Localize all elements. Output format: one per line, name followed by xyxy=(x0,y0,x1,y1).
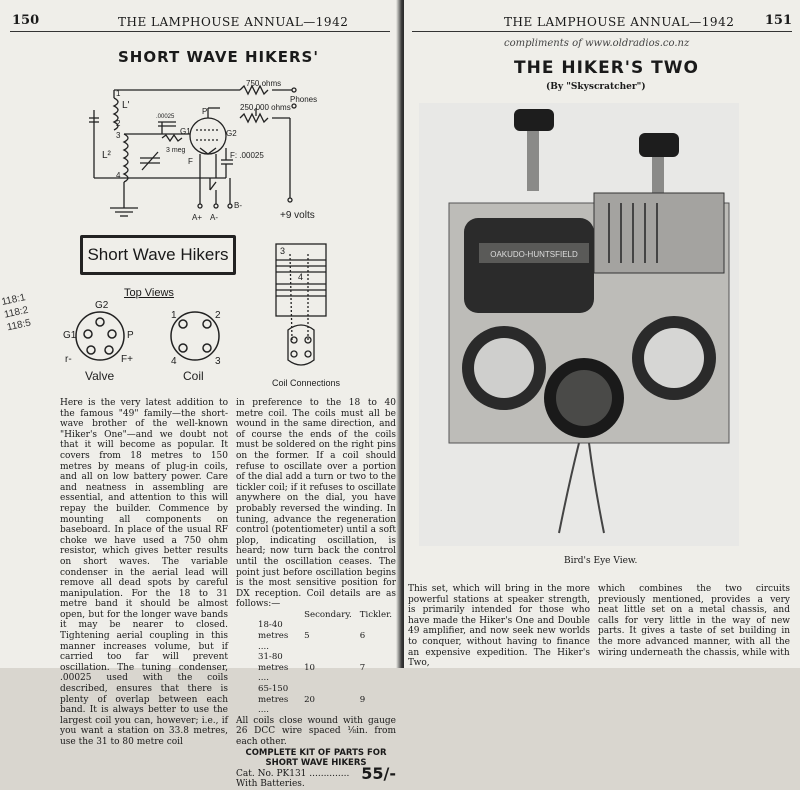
label-grid-leak: 3 meg xyxy=(166,147,186,154)
label-l2: L² xyxy=(102,150,111,161)
kit-batteries: With Batteries. xyxy=(236,779,305,790)
top-views-heading: Top Views xyxy=(124,287,174,299)
label-750-ohms: 750 ohms xyxy=(246,79,282,88)
valve-pin-p: P xyxy=(127,330,134,341)
label-a-minus: A- xyxy=(210,213,218,222)
coil-pin-3: 3 xyxy=(215,356,221,367)
label-p: P xyxy=(202,107,208,116)
valve-pin-r: r- xyxy=(65,354,72,365)
coil-table-header: Tickler. xyxy=(359,609,392,620)
transformer-marking: OAKUDO-HUNTSFIELD xyxy=(490,250,578,259)
coil-table-header: Secondary. xyxy=(304,609,352,620)
table-row xyxy=(254,620,396,652)
table-cell: 6 xyxy=(359,631,366,642)
kit-heading: COMPLETE KIT OF PARTS FOR SHORT WAVE HIKERS xyxy=(245,747,387,769)
table-cell: 10 xyxy=(304,662,316,673)
label-n4: 4 xyxy=(116,171,121,180)
chassis-photo xyxy=(419,103,739,546)
label-b-plus: +9 volts xyxy=(280,210,315,221)
label-a-plus: A+ xyxy=(192,213,203,222)
coil-connections-diagram xyxy=(268,240,348,390)
watermark: compliments of www.oldradios.co.nz xyxy=(504,38,690,49)
valve-pin-g1: G1 xyxy=(63,330,77,341)
label-grid-cond: .00025 xyxy=(156,114,175,120)
margin-note: 118:1 118:2 118:5 xyxy=(0,292,33,334)
left-column-1-text: Here is the very latest addition to the famous "49" family—the short-wave brother of the well-known "Hiker's One"—and we doubt not that it will become as popular. It covers from 18 metres to 150 metres by means of plug-in coils, and all on low battery power. Care and neatness in assembling are essential, and attention to this will repay the builder. Commence by mounting all components on baseboard. In place of the usual RF choke we have used a 750 ohm resistor, which gives better results on short waves. The variable condenser in the aerial lead will remove all dead spots by careful manipulation. For the 18 to 31 metre band it should be almost open, but for the longer wave bands it may be nearer to closed. Tightening aerial coupling in this manner increases volume, but if carried too far will prevent oscillation. The tuning condenser, .00025 used with the coils described, ensures that there is plenty of overlap between each band. It is always better to use the largest coil you can, however; i.e., if you want a station on 33.8 metres, use the 31 to 80 metre coil xyxy=(60,398,228,747)
table-cell: 20 xyxy=(304,694,316,705)
wire-note: All coils close wound with gauge 26 DCC wire spaced ⅛in. from each other. xyxy=(236,715,396,747)
pin-diagrams xyxy=(55,296,245,386)
label-pot: 250,000 ohms xyxy=(240,103,291,112)
right-column-2-text: which combines the two circuits previously mentioned, provides a very neat little set on a metal chassis, and calls for very little in the way of new parts. It gives a taste of set building in the more advanced manner, with all the wiring underneath the chassis, while with xyxy=(598,584,790,658)
label-phones: Phones xyxy=(290,95,318,104)
circuit-schematic xyxy=(80,78,330,228)
byline: (By "Skyscratcher") xyxy=(546,82,646,92)
table-cell: 18-40 metres .... xyxy=(258,620,289,652)
label-g1: G1 xyxy=(180,127,191,136)
coilconn-num-3: 3 xyxy=(280,246,286,256)
left-head-rule xyxy=(10,31,390,32)
valve-pin-g2: G2 xyxy=(95,300,109,311)
table-row xyxy=(254,684,396,716)
coil-pin-2: 2 xyxy=(215,310,221,321)
left-column-2-text: in preference to the 18 to 40 metre coil. The coils must all be wound in the same direction, and of course the ends of the coils must be soldered on the right pins on the former. If a coil should refuse to oscillate over a portion of the dial add a turn or two to the tickler coil; if it refuses to oscillate anywhere on the dial, you have probably reversed the winding. In tuning, advance the regeneration control (potentiometer) until a soft plop, indicating oscillation, is heard; now turn back the control until the oscillation ceases. The point just before oscillation begins is the most sensitive position for DX reception. Coil details are as follows:— xyxy=(236,398,396,610)
coil-pin-1: 1 xyxy=(171,310,177,321)
left-page-title: SHORT WAVE HIKERS' xyxy=(118,48,319,66)
valve-pin-fplus: F+ xyxy=(121,354,133,365)
kit-price: 55/- xyxy=(361,763,396,783)
chassis-illustration xyxy=(419,103,739,546)
coil-table-header xyxy=(254,610,300,621)
coil-details-table xyxy=(254,610,396,716)
table-row xyxy=(254,652,396,684)
label-n1: 1 xyxy=(116,89,121,98)
left-page-number: 150 xyxy=(12,13,40,28)
label-bypass: F: .00025 xyxy=(230,151,264,160)
label-n2: 2 xyxy=(116,119,121,128)
label-f: F xyxy=(188,157,193,166)
right-column-1-text: This set, which will bring in the more powerful stations at speaker strength, is primarily intended for those who have made the Hiker's One and Double 49 amplifier, and now seek new worlds to conquer, without having to finance an expensive expedition. The Hiker's Two, xyxy=(408,584,590,669)
right-page-title: THE HIKER'S TWO xyxy=(514,58,699,78)
label-l1: L' xyxy=(122,100,130,111)
table-cell: 65-150 metres .... xyxy=(258,684,289,716)
right-column-2 xyxy=(598,584,790,658)
right-column-1 xyxy=(408,584,590,669)
label-b-minus: B- xyxy=(234,201,242,210)
valve-label: Valve xyxy=(85,369,115,383)
photo-caption: Bird's Eye View. xyxy=(564,556,638,566)
kit-cat-number: Cat. No. PK131 .............. xyxy=(236,768,350,779)
label-g2: G2 xyxy=(226,129,237,138)
short-wave-hikers-label: Short Wave Hikers xyxy=(80,235,236,275)
left-column-1 xyxy=(60,398,228,748)
table-cell: 5 xyxy=(304,631,310,642)
coil-label: Coil xyxy=(183,369,204,383)
left-column-2 xyxy=(236,398,396,790)
coil-connections-label: Coil Connections xyxy=(272,378,341,388)
left-running-head: THE LAMPHOUSE ANNUAL—1942 xyxy=(118,15,349,29)
table-cell: 7 xyxy=(359,662,366,673)
coil-pin-4: 4 xyxy=(171,356,177,367)
label-n3: 3 xyxy=(116,131,121,140)
table-cell: 9 xyxy=(359,694,366,705)
table-cell: 31-80 metres .... xyxy=(258,652,289,684)
right-running-head: THE LAMPHOUSE ANNUAL—1942 xyxy=(504,15,735,29)
right-page-number: 151 xyxy=(764,13,792,28)
right-head-rule xyxy=(412,31,792,32)
coilconn-num-4: 4 xyxy=(298,272,304,282)
right-page xyxy=(404,0,800,668)
